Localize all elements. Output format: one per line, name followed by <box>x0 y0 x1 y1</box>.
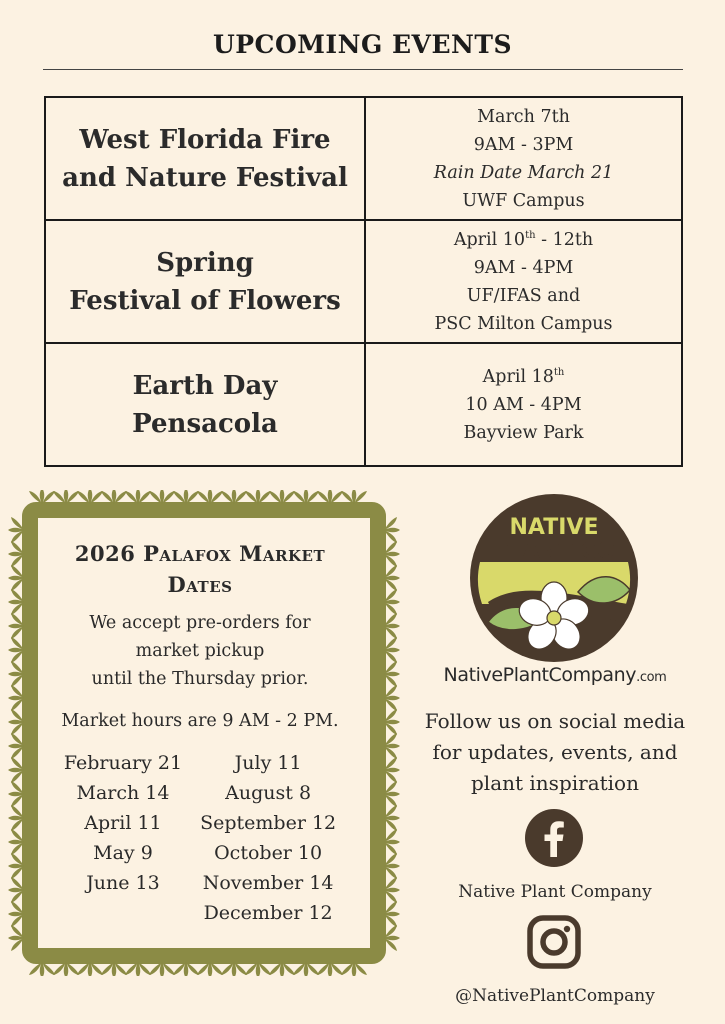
event-details <box>365 343 682 466</box>
event-row <box>45 97 682 220</box>
title-divider <box>43 69 683 70</box>
event-location: UF/IFAS and <box>466 285 581 306</box>
event-date: March 7th <box>477 106 570 127</box>
market-date: September 12 <box>200 812 337 834</box>
event-name: West Florida Fire and Nature Festival <box>45 97 365 220</box>
event-name: Earth Day Pensacola <box>45 343 365 466</box>
event-location: PSC Milton Campus <box>434 313 613 334</box>
native-plant-co-logo <box>468 492 640 664</box>
logo-text-plant-co: PLANT CO <box>492 539 616 564</box>
market-date: May 9 <box>93 842 153 864</box>
market-panel <box>46 522 354 940</box>
facebook-name[interactable]: Native Plant Company <box>458 882 652 902</box>
event-rain-date: Rain Date March 21 <box>433 162 614 183</box>
market-date: March 14 <box>76 782 170 804</box>
event-details <box>365 97 682 220</box>
market-date: November 14 <box>202 872 334 894</box>
market-date: July 11 <box>234 752 302 774</box>
page-title: UPCOMING EVENTS <box>212 30 513 59</box>
event-location: UWF Campus <box>462 190 585 211</box>
follow-text: Follow us on social media for updates, events, and plant inspiration <box>424 709 686 795</box>
event-date: April 10th - 12th <box>453 229 594 250</box>
market-date: February 21 <box>63 752 183 774</box>
market-preorder-text: We accept pre-orders for market pickup until the Thursday prior. <box>89 613 311 689</box>
event-time: 10 AM - 4PM <box>465 394 582 415</box>
market-date: October 10 <box>214 842 323 864</box>
market-date: August 8 <box>225 782 312 804</box>
event-details <box>365 220 682 343</box>
market-title: 2026 Palafox Market Dates <box>74 541 326 597</box>
market-hours: Market hours are 9 AM - 2 PM. <box>61 711 339 731</box>
instagram-icon[interactable] <box>526 914 582 970</box>
dates-column-left <box>64 748 182 928</box>
market-date: April 11 <box>84 812 162 834</box>
event-location: Bayview Park <box>463 422 584 443</box>
market-date: December 12 <box>203 902 333 924</box>
website-url[interactable]: NativePlantCompany.com <box>443 664 667 686</box>
event-time: 9AM - 4PM <box>473 257 574 278</box>
dates-column-right <box>200 748 336 928</box>
logo-text-native: NATIVE <box>509 515 599 540</box>
facebook-icon[interactable] <box>524 808 584 868</box>
market-date: June 13 <box>86 872 160 894</box>
event-row <box>45 343 682 466</box>
event-time: 9AM - 3PM <box>473 134 574 155</box>
event-row <box>45 220 682 343</box>
instagram-handle[interactable]: @NativePlantCompany <box>455 986 655 1006</box>
events-table <box>44 96 683 467</box>
market-dates <box>46 748 354 928</box>
event-date: April 18th <box>482 366 565 387</box>
event-name: Spring Festival of Flowers <box>45 220 365 343</box>
